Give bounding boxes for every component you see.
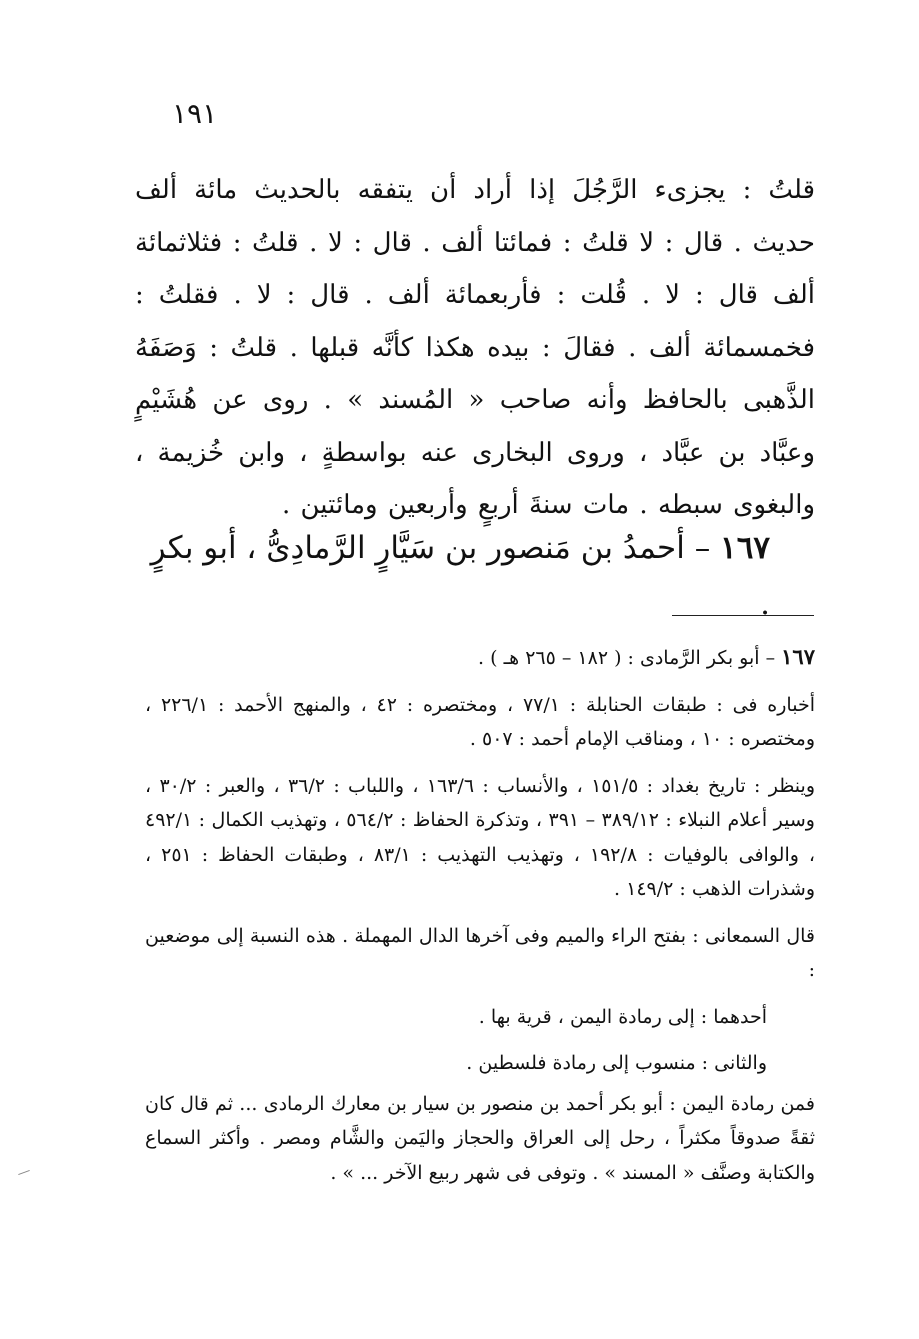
main-paragraph: قلتُ : يجزىء الرَّجُلَ إذا أراد أن يتفقه بالحديث مائة ألف حديث . قال : لا قلتُ : فمائتا ألف . قال : لا . قلتُ : فثلاثمائة ألف قال : لا . قُلت : فأربعمائة ألف . قال : لا . فقلتُ : فخمسمائة ألف . فقالَ : بيده هكذا كأنَّه قبلها . قلتُ : وَصَفَهُ الذَّهبى بالحافظ وأنه صاحب « المُسند » . روى عن هُشَيْمٍ وعبَّاد بن عبَّاد ، وروى البخارى عنه بواسطةٍ ، وابن خُزيمة ، والبغوى سبطه . مات سنةَ أربعٍ وأربعين ومائتين . [135, 175, 815, 520]
footnote-first-place: أحدهما : إلى رمادة اليمن ، قرية بها . [478, 1005, 767, 1028]
scan-edge-mark [18, 1170, 30, 1175]
main-text [135, 164, 815, 532]
footnote-divider [672, 615, 814, 616]
footnote-second-place: والثانى : منسوب إلى رمادة فلسطين . [466, 1052, 767, 1074]
footnote-sources: أخباره فى : طبقات الحنابلة : ٧٧/١ ، ومختصره : ٤٢ ، والمنهج الأحمد : ٢٢٦/١ ، ومختصره : ١٠ ، ومناقب الإمام أحمد : ٥٠٧ . [145, 693, 815, 750]
entry-dash: – [694, 530, 711, 566]
entry-number: ١٦٧ [720, 530, 770, 566]
entry-title: أحمدُ بن مَنصور بن سَيَّارٍ الرَّمادِىُّ ، أبو بكرٍ . [150, 530, 770, 622]
footnote-heading [145, 640, 815, 676]
footnotes [145, 640, 815, 1202]
footnote-samani: قال السمعانى : بفتح الراء والميم وفى آخرها الدال المهملة . هذه النسبة إلى موضعين : [145, 924, 815, 981]
footnote-heading-text: – أبو بكر الرَّمادى : ( ١٨٢ – ٢٦٥ هـ ) . [478, 647, 776, 669]
footnote-number: ١٦٧ [781, 644, 815, 669]
page-number: ١٩١ [172, 97, 218, 130]
footnote-see-also: وينظر : تاريخ بغداد : ١٥١/٥ ، والأنساب : ١٦٣/٦ ، واللباب : ٣٦/٢ ، والعبر : ٣٠/٢ ، وسير أعلام النبلاء : ٣٨٩/١٢ – ٣٩١ ، وتذكرة الحفاظ : ٥٦٤/٢ ، وتهذيب الكمال : ٤٩٢/١ ، والوافى بالوفيات : ١٩٢/٨ ، وتهذيب التهذيب : ٨٣/١ ، وطبقات الحفاظ : ٢٥١ ، وشذرات الذهب : ١٤٩/٢ . [145, 774, 816, 900]
footnote-yemen: فمن رمادة اليمن : أبو بكر أحمد بن منصور بن سيار بن معارك الرمادى ... ثم قال كان ثقةً صدوقاً مكثراً ، رحل إلى العراق والحجاز واليَمن والشَّام ومصر . وأكثر السماع والكتابة وصنَّف « المسند » . وتوفى فى شهر ربيع الآخر ... » . [145, 1092, 815, 1184]
